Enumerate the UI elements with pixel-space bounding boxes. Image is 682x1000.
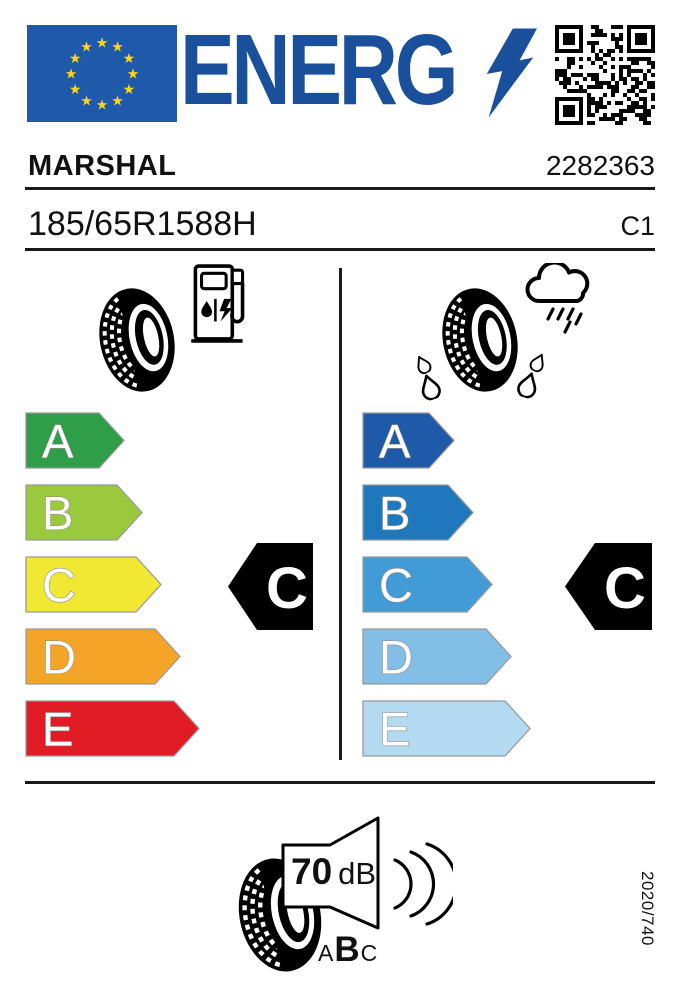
brand-name: MARSHAL [28, 150, 177, 182]
column-divider [339, 268, 342, 760]
wet-grip-scale [362, 412, 531, 772]
noise-level [291, 851, 376, 893]
noise-class-b: B [334, 930, 360, 969]
grade-letter: C [42, 558, 76, 612]
divider-line-top [25, 187, 655, 190]
fuel-tyre-icon [92, 280, 182, 400]
grade-letter: C [379, 558, 413, 612]
fuel-rating-pointer [228, 543, 313, 630]
eu-star-icon: ★ [95, 34, 109, 51]
lightning-bolt-icon [479, 28, 537, 118]
rating-arrow-e [362, 700, 531, 757]
eu-star-icon: ★ [111, 38, 124, 55]
qr-code [555, 25, 655, 125]
divider-line-middle [25, 248, 655, 251]
energ-logo-text: ENERG [180, 14, 456, 126]
eu-star-icon: ★ [126, 65, 140, 82]
rating-arrow-b [362, 484, 474, 541]
tyre-size-designation: 185/65R1588H [28, 205, 257, 243]
fuel-efficiency-scale [25, 412, 200, 772]
wet-grip-tyre-icon [435, 280, 525, 400]
grade-letter: A [379, 414, 411, 468]
grade-letter: D [379, 630, 413, 684]
eu-star-icon: ★ [122, 81, 136, 97]
supplier-row [28, 150, 655, 183]
divider-line-bottom [25, 781, 655, 784]
rating-arrow-e [25, 700, 200, 757]
noise-class-c: C [360, 940, 378, 966]
splash-drop-icon [528, 351, 549, 374]
fuel-pump-icon [189, 262, 251, 344]
noise-value: 70 [291, 851, 333, 892]
grade-letter: E [42, 702, 74, 756]
wet-grip-rating-value: C [604, 556, 646, 621]
type-identifier: 2282363 [545, 150, 655, 181]
rain-cloud-icon [522, 263, 602, 335]
grade-letter: D [42, 630, 76, 684]
grade-letter: E [379, 702, 411, 756]
eu-star-icon: ★ [111, 92, 124, 109]
soundwave-icon [389, 838, 453, 930]
regulation-number: 2020/740 [638, 871, 657, 946]
noise-class-a: A [318, 940, 334, 966]
eu-star-icon: ★ [68, 81, 82, 97]
wet-grip-rating-pointer [565, 543, 652, 630]
grade-letter: A [42, 414, 74, 468]
noise-class-letters [318, 930, 377, 970]
eu-star-icon: ★ [80, 92, 93, 109]
rating-arrow-c [25, 556, 162, 613]
rating-arrow-d [25, 628, 181, 685]
eu-flag-icon [27, 25, 177, 122]
eu-star-icon: ★ [122, 50, 136, 66]
rating-arrow-b [25, 484, 143, 541]
noise-unit: dB [338, 856, 377, 891]
eu-star-icon: ★ [95, 96, 109, 113]
rating-arrow-d [362, 628, 512, 685]
tyre-class: C1 [620, 211, 655, 241]
eu-star-icon: ★ [64, 65, 78, 82]
rating-arrow-a [25, 412, 125, 469]
grade-letter: B [379, 486, 411, 540]
rating-arrow-c [362, 556, 493, 613]
tyre-size-row [28, 205, 655, 244]
grade-letter: B [42, 486, 74, 540]
eu-star-icon: ★ [80, 38, 93, 55]
eu-star-icon: ★ [68, 50, 82, 66]
fuel-rating-value: C [266, 556, 308, 621]
rating-arrow-a [362, 412, 455, 469]
